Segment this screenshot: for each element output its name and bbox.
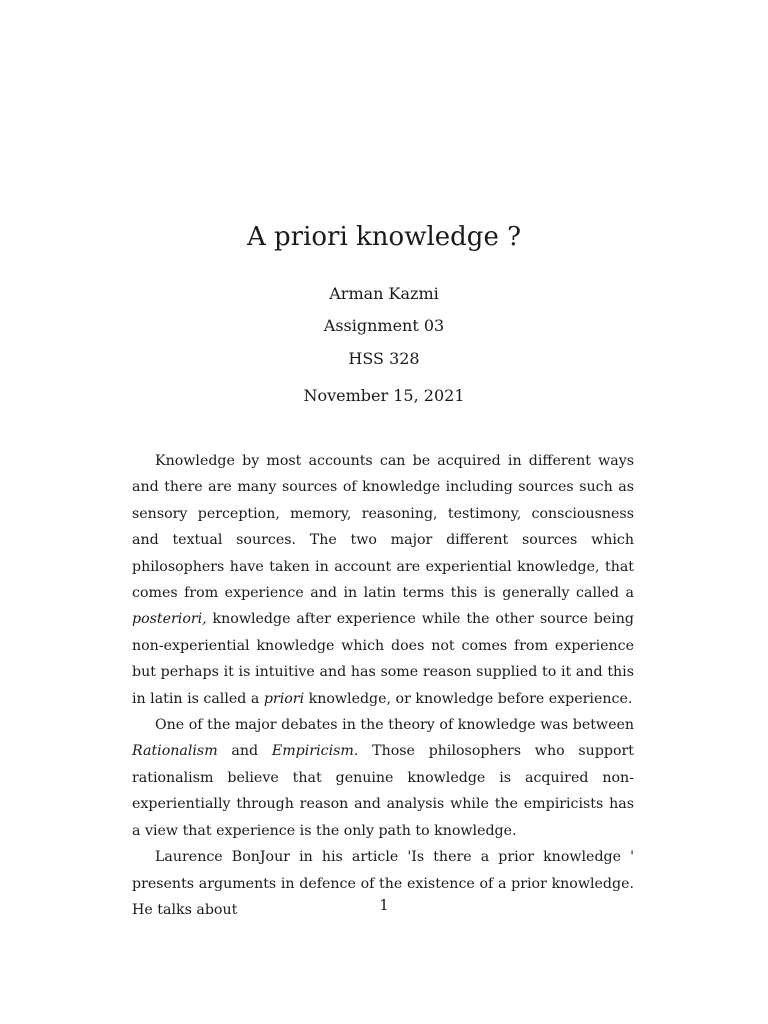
term-priori: priori — [263, 690, 305, 707]
course-code: HSS 328 — [348, 349, 420, 368]
page-number: 1 — [379, 896, 389, 914]
paragraph-1-text-b: knowledge after experience while the other source being non-experiential knowledge which does not comes from experience but perhaps it is intuitive and has some reason supplied to it and this in latin is called a — [132, 611, 634, 707]
document-title: A priori knowledge ? — [246, 222, 522, 252]
paragraph-3-text-a: Laurence BonJour in his article 'Is there a prior knowledge ' presents arguments in defence of the existence of a prior knowledge. He talks about — [132, 849, 634, 918]
document-date: November 15, 2021 — [303, 386, 465, 405]
paragraph-2-text-c: Those philosophers who support rationalism believe that genuine knowledge is acquired non-experientially through reason and analysis while the empiricists has a view that experience is the only path to knowledge. — [132, 743, 635, 839]
paragraph-1 — [132, 448, 634, 712]
paragraph-2-text-a: One of the major debates in the theory of knowledge was between — [155, 717, 634, 734]
body-text — [132, 448, 634, 923]
paragraph-2-text-b: and — [217, 743, 272, 760]
paragraph-1-text-a: Knowledge by most accounts can be acquired in different ways and there are many sources of knowledge including sources such as sensory perception, memory, reasoning, testimony, consciousness and textual sources. The two major different sources which philosophers have taken in account are experiential knowledge, that comes from experience and in latin terms this is generally called a — [132, 453, 634, 602]
term-posteriori: posteriori, — [132, 611, 207, 628]
author-name: Arman Kazmi — [329, 284, 439, 303]
paragraph-2 — [132, 712, 634, 844]
term-empiricism: Empiricism. — [271, 743, 359, 760]
assignment-label: Assignment 03 — [323, 316, 445, 335]
term-rationalism: Rationalism — [132, 743, 218, 760]
paragraph-1-text-c: knowledge, or knowledge before experience. — [304, 690, 633, 707]
